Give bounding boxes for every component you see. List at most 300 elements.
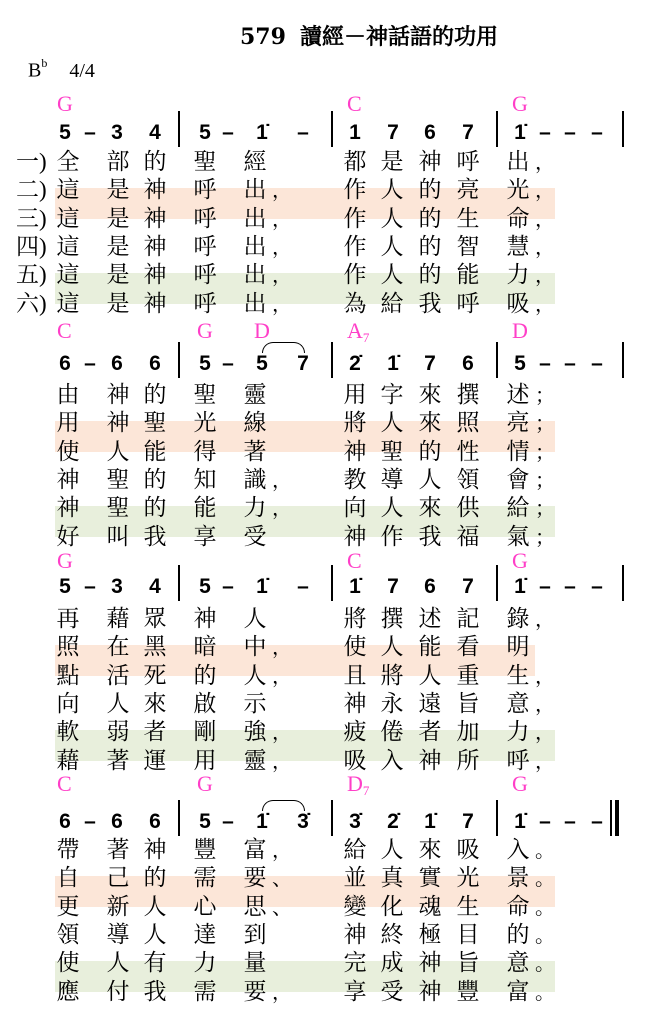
lyric-char: 完 — [343, 950, 367, 977]
lyric-char: 神 — [106, 410, 130, 437]
lyric-char: 人 — [418, 466, 442, 493]
lyric-char: 眾 — [143, 606, 167, 632]
lyric-char: 富 — [243, 837, 267, 863]
lyric-punctuation: ， — [535, 150, 555, 174]
chord-symbol — [347, 771, 369, 799]
chord-name: C — [347, 91, 362, 116]
lyric-char: 神 — [56, 466, 80, 493]
note-hold: – — [564, 352, 576, 375]
lyric-char: 是 — [106, 205, 130, 232]
lyric-punctuation: ， — [272, 467, 292, 492]
lyric-char: 給 — [343, 837, 367, 863]
lyric-char: 示 — [243, 690, 267, 717]
lyric-char: 神 — [418, 149, 442, 175]
lyric-char: 出 — [243, 233, 267, 260]
chord-symbol — [347, 318, 369, 346]
lyric-punctuation: 、 — [272, 866, 292, 891]
note: 5 — [199, 575, 211, 598]
lyric-punctuation: ， — [535, 206, 555, 231]
lyric-char: 且 — [343, 662, 367, 689]
bar-line — [331, 800, 333, 836]
lyric-char: 到 — [243, 921, 267, 948]
hymn-number: 579 — [240, 24, 286, 50]
chord-extension: 7 — [362, 330, 370, 345]
lyric-char: 目 — [456, 921, 480, 948]
lyric-char: 藉 — [106, 606, 130, 632]
lyric-char: 導 — [380, 466, 404, 493]
note: 2̇ — [349, 352, 361, 375]
lyric-char: 意 — [506, 950, 530, 977]
lyric-char: 亮 — [506, 410, 530, 437]
lyric-char: 線 — [243, 410, 267, 437]
lyric-char: 力 — [506, 719, 530, 746]
lyric-char: 由 — [56, 382, 80, 408]
lyric-char: 出 — [243, 177, 267, 204]
lyric-char: 呼 — [193, 177, 217, 204]
lyric-char: 神 — [418, 950, 442, 977]
lyric-punctuation: ， — [535, 691, 555, 716]
chord-extension: 7 — [362, 783, 370, 798]
lyric-char: 神 — [143, 233, 167, 260]
bar-line — [496, 565, 498, 601]
lyric-char: 的 — [418, 262, 442, 289]
note-hold: – — [297, 121, 309, 144]
lyric-char: 付 — [106, 978, 130, 1005]
lyric-char: 人 — [380, 634, 404, 661]
lyric-char: 來 — [418, 410, 442, 437]
lyric-char: 著 — [106, 837, 130, 863]
lyric-char: 是 — [106, 233, 130, 260]
lyric-char: 這 — [56, 205, 80, 232]
lyric-char: 是 — [380, 149, 404, 175]
chord-name: C — [57, 318, 72, 343]
lyric-char: 死 — [143, 662, 167, 689]
lyric-char: 新 — [106, 893, 130, 920]
key-letter: B — [28, 59, 42, 82]
lyric-char: 能 — [418, 634, 442, 661]
lyric-char: 使 — [56, 950, 80, 977]
lyric-char: 靈 — [243, 747, 267, 774]
lyric-char: 這 — [56, 262, 80, 289]
lyric-char: 人 — [380, 495, 404, 522]
note: 5 — [199, 121, 211, 144]
lyric-char: 吸 — [343, 747, 367, 774]
lyric-char: 神 — [418, 978, 442, 1005]
lyric-char: 呼 — [193, 290, 217, 317]
lyric-char: 的 — [143, 382, 167, 408]
note: 6 — [149, 352, 161, 375]
music-system — [0, 318, 645, 550]
bar-line — [622, 342, 624, 378]
lyric-char: 神 — [418, 747, 442, 774]
note: 4 — [149, 121, 161, 144]
lyric-char: 向 — [343, 495, 367, 522]
lyric-char: 享 — [193, 523, 217, 550]
lyric-char: 者 — [418, 719, 442, 746]
lyric-char: 呼 — [193, 205, 217, 232]
lyric-char: 用 — [193, 747, 217, 774]
lyric-char: 字 — [380, 382, 404, 408]
final-bar-thin — [610, 800, 612, 836]
note-hold: – — [539, 121, 551, 144]
lyric-char: 教 — [343, 466, 367, 493]
lyric-char: 光 — [193, 410, 217, 437]
bar-line — [622, 565, 624, 601]
note: 1̇ — [256, 810, 268, 833]
lyric-char: 神 — [343, 438, 367, 465]
lyric-char: 並 — [343, 865, 367, 892]
lyric-char: 享 — [343, 978, 367, 1005]
slur-tie — [262, 800, 305, 811]
bar-line — [496, 800, 498, 836]
note-hold: – — [222, 121, 234, 144]
key-signature — [28, 58, 95, 83]
lyric-char: 暗 — [193, 634, 217, 661]
note-hold: – — [222, 352, 234, 375]
note: 6 — [59, 352, 71, 375]
chord-symbol — [197, 771, 213, 797]
note: 5 — [59, 575, 71, 598]
note: 3̇ — [349, 810, 361, 833]
lyric-punctuation: ， — [272, 178, 292, 203]
lyric-punctuation: ， — [535, 263, 555, 288]
lyric-char: 化 — [380, 893, 404, 920]
lyric-char: 照 — [56, 634, 80, 661]
lyric-char: 神 — [143, 290, 167, 317]
lyric-char: 聖 — [106, 495, 130, 522]
note: 1̇ — [514, 810, 526, 833]
lyric-char: 亮 — [456, 177, 480, 204]
lyric-char: 運 — [143, 747, 167, 774]
note-hold: – — [591, 810, 603, 833]
lyric-char: 靈 — [243, 382, 267, 408]
lyric-char: 呼 — [456, 149, 480, 175]
lyric-char: 成 — [380, 950, 404, 977]
lyric-punctuation: ； — [535, 383, 555, 407]
lyric-char: 會 — [506, 466, 530, 493]
lyric-punctuation: ， — [535, 720, 555, 745]
lyric-punctuation: ， — [272, 234, 292, 259]
lyric-char: 述 — [418, 606, 442, 632]
lyric-char: 光 — [506, 177, 530, 204]
chord-symbol — [57, 91, 73, 117]
lyric-char: 力 — [243, 495, 267, 522]
lyric-char: 命 — [506, 893, 530, 920]
lyric-char: 出 — [243, 205, 267, 232]
note-hold: – — [539, 575, 551, 598]
note: 1̇ — [256, 575, 268, 598]
chord-symbol — [512, 318, 528, 344]
lyric-char: 看 — [456, 634, 480, 661]
verse-number: 二) — [16, 177, 47, 203]
lyric-char: 的 — [143, 495, 167, 522]
chord-symbol — [512, 91, 528, 117]
lyric-punctuation: 。 — [535, 979, 555, 1004]
lyric-char: 作 — [343, 262, 367, 289]
lyric-char: 出 — [243, 262, 267, 289]
lyric-punctuation: ， — [535, 748, 555, 773]
note-hold: – — [564, 121, 576, 144]
lyric-char: 好 — [56, 523, 80, 550]
lyric-char: 使 — [343, 634, 367, 661]
lyric-char: 來 — [418, 382, 442, 408]
note-hold: – — [84, 575, 96, 598]
lyric-char: 點 — [56, 662, 80, 689]
chord-name: G — [512, 548, 528, 573]
lyric-char: 富 — [506, 978, 530, 1005]
lyric-char: 得 — [193, 438, 217, 465]
lyric-char: 聖 — [380, 438, 404, 465]
lyric-char: 這 — [56, 233, 80, 260]
lyric-char: 供 — [456, 495, 480, 522]
lyric-char: 意 — [506, 690, 530, 717]
lyric-char: 人 — [380, 177, 404, 204]
lyric-char: 作 — [380, 523, 404, 550]
lyric-char: 錄 — [506, 606, 530, 632]
note: 6 — [462, 352, 474, 375]
lyric-char: 神 — [106, 382, 130, 408]
lyric-char: 聖 — [143, 410, 167, 437]
lyric-char: 作 — [343, 233, 367, 260]
lyric-char: 神 — [56, 495, 80, 522]
note-hold: – — [591, 352, 603, 375]
lyric-punctuation: ； — [535, 439, 555, 464]
lyric-char: 力 — [506, 262, 530, 289]
lyric-char: 能 — [143, 438, 167, 465]
note-hold: – — [564, 575, 576, 598]
lyric-char: 作 — [343, 205, 367, 232]
lyric-char: 生 — [456, 893, 480, 920]
lyric-char: 真 — [380, 865, 404, 892]
lyric-char: 所 — [456, 747, 480, 774]
lyric-char: 給 — [380, 290, 404, 317]
lyric-char: 氣 — [506, 523, 530, 550]
lyric-char: 軟 — [56, 719, 80, 746]
note-hold: – — [591, 121, 603, 144]
chord-name: C — [347, 548, 362, 573]
lyric-punctuation: 。 — [535, 866, 555, 891]
lyric-char: 力 — [193, 950, 217, 977]
lyric-char: 將 — [343, 410, 367, 437]
lyric-char: 人 — [243, 662, 267, 689]
note: 3 — [111, 121, 123, 144]
note-hold: – — [222, 810, 234, 833]
lyric-char: 光 — [456, 865, 480, 892]
lyric-char: 出 — [243, 290, 267, 317]
lyric-char: 明 — [506, 634, 530, 661]
verse-number: 三) — [16, 205, 47, 231]
bar-line — [496, 111, 498, 147]
lyric-char: 旨 — [456, 690, 480, 717]
lyric-char: 著 — [243, 438, 267, 465]
lyric-char: 人 — [106, 950, 130, 977]
lyric-char: 再 — [56, 606, 80, 632]
lyric-char: 我 — [418, 523, 442, 550]
note: 7 — [424, 352, 436, 375]
bar-line — [178, 342, 180, 378]
verse-number: 六) — [16, 290, 47, 316]
note: 6 — [424, 575, 436, 598]
lyric-char: 神 — [143, 837, 167, 863]
lyric-char: 我 — [143, 523, 167, 550]
bar-line — [178, 565, 180, 601]
lyric-char: 情 — [506, 438, 530, 465]
lyric-char: 自 — [56, 865, 80, 892]
lyric-punctuation: 。 — [535, 951, 555, 976]
lyric-char: 剛 — [193, 719, 217, 746]
lyric-punctuation: ， — [272, 496, 292, 521]
lyric-char: 旨 — [456, 950, 480, 977]
note-hold: – — [539, 810, 551, 833]
music-system — [0, 91, 645, 323]
lyric-char: 受 — [380, 978, 404, 1005]
lyric-char: 活 — [106, 662, 130, 689]
lyric-char: 使 — [56, 438, 80, 465]
lyric-char: 重 — [456, 662, 480, 689]
lyric-punctuation: ， — [272, 979, 292, 1004]
time-signature: 4/4 — [69, 59, 95, 82]
note-hold: – — [591, 575, 603, 598]
lyric-char: 是 — [106, 290, 130, 317]
lyric-char: 神 — [343, 921, 367, 948]
lyric-char: 領 — [56, 921, 80, 948]
chord-symbol — [57, 318, 72, 344]
note: 5 — [199, 352, 211, 375]
lyric-char: 神 — [193, 606, 217, 632]
lyric-char: 神 — [143, 262, 167, 289]
hymn-title — [240, 20, 498, 51]
lyric-char: 者 — [143, 719, 167, 746]
note: 6 — [111, 352, 123, 375]
lyric-punctuation: ； — [535, 524, 555, 549]
bar-line — [331, 342, 333, 378]
lyric-char: 導 — [106, 921, 130, 948]
lyric-char: 神 — [143, 177, 167, 204]
lyric-char: 部 — [106, 149, 130, 175]
lyric-char: 叫 — [106, 523, 130, 550]
lyric-char: 智 — [456, 233, 480, 260]
lyric-char: 人 — [380, 262, 404, 289]
lyric-char: 豐 — [456, 978, 480, 1005]
lyric-char: 的 — [418, 438, 442, 465]
chord-name: D — [512, 318, 528, 343]
lyric-char: 慧 — [506, 233, 530, 260]
lyric-char: 這 — [56, 290, 80, 317]
lyric-punctuation: ， — [535, 663, 555, 688]
lyric-punctuation: ， — [535, 291, 555, 316]
note: 6 — [59, 810, 71, 833]
lyric-punctuation: ， — [272, 263, 292, 288]
lyric-char: 人 — [143, 921, 167, 948]
lyric-char: 己 — [106, 865, 130, 892]
lyric-char: 撰 — [456, 382, 480, 408]
final-bar-thick — [615, 800, 619, 836]
lyric-char: 聖 — [106, 466, 130, 493]
lyric-punctuation: ； — [535, 411, 555, 436]
lyric-char: 受 — [243, 523, 267, 550]
note: 7 — [297, 352, 309, 375]
chord-symbol — [512, 548, 528, 574]
chord-name: G — [197, 771, 213, 796]
lyric-char: 人 — [143, 893, 167, 920]
lyric-char: 神 — [343, 523, 367, 550]
lyric-char: 神 — [143, 205, 167, 232]
lyric-char: 給 — [506, 495, 530, 522]
lyric-char: 永 — [380, 690, 404, 717]
bar-line — [178, 111, 180, 147]
lyric-char: 這 — [56, 177, 80, 204]
note-hold: – — [297, 575, 309, 598]
lyric-char: 撰 — [380, 606, 404, 632]
key-accidental: b — [41, 56, 48, 70]
lyric-char: 弱 — [106, 719, 130, 746]
lyric-char: 生 — [456, 205, 480, 232]
lyric-char: 將 — [343, 606, 367, 632]
verse-number: 五) — [16, 262, 47, 288]
note: 1 — [349, 121, 361, 144]
note: 6 — [149, 810, 161, 833]
lyric-char: 在 — [106, 634, 130, 661]
note: 5 — [256, 352, 268, 375]
lyric-char: 的 — [418, 177, 442, 204]
lyric-char: 識 — [243, 466, 267, 493]
lyric-punctuation: ， — [535, 607, 555, 631]
lyric-char: 的 — [193, 662, 217, 689]
note: 5 — [199, 810, 211, 833]
slur-tie — [262, 342, 305, 353]
lyric-punctuation: 。 — [535, 838, 555, 862]
lyric-punctuation: ， — [272, 635, 292, 660]
lyric-char: 命 — [506, 205, 530, 232]
chord-symbol — [197, 318, 213, 344]
lyric-char: 人 — [380, 233, 404, 260]
lyric-char: 人 — [380, 205, 404, 232]
lyric-char: 人 — [106, 438, 130, 465]
lyric-char: 的 — [143, 466, 167, 493]
lyric-punctuation: ， — [272, 748, 292, 773]
lyric-char: 福 — [456, 523, 480, 550]
lyric-char: 量 — [243, 950, 267, 977]
note-hold: – — [222, 575, 234, 598]
lyric-char: 藉 — [56, 747, 80, 774]
lyric-char: 的 — [143, 865, 167, 892]
lyric-char: 應 — [56, 978, 80, 1005]
lyric-char: 更 — [56, 893, 80, 920]
lyric-char: 能 — [456, 262, 480, 289]
note: 3̇ — [297, 810, 309, 833]
bar-line — [331, 565, 333, 601]
lyric-char: 著 — [106, 747, 130, 774]
lyric-char: 聖 — [193, 382, 217, 408]
chord-symbol — [57, 771, 72, 797]
lyric-char: 是 — [106, 177, 130, 204]
lyric-char: 吸 — [506, 290, 530, 317]
lyric-char: 作 — [343, 177, 367, 204]
chord-symbol — [347, 91, 362, 117]
lyric-char: 神 — [343, 690, 367, 717]
lyric-char: 中 — [243, 634, 267, 661]
lyric-char: 來 — [143, 690, 167, 717]
lyric-punctuation: 。 — [535, 922, 555, 947]
lyric-punctuation: ； — [535, 467, 555, 492]
lyric-char: 我 — [418, 290, 442, 317]
chord-symbol — [512, 771, 528, 797]
lyric-char: 呼 — [193, 233, 217, 260]
chord-name: C — [57, 771, 72, 796]
lyric-char: 人 — [418, 662, 442, 689]
chord-name: D — [347, 771, 363, 796]
lyric-char: 吸 — [456, 837, 480, 863]
